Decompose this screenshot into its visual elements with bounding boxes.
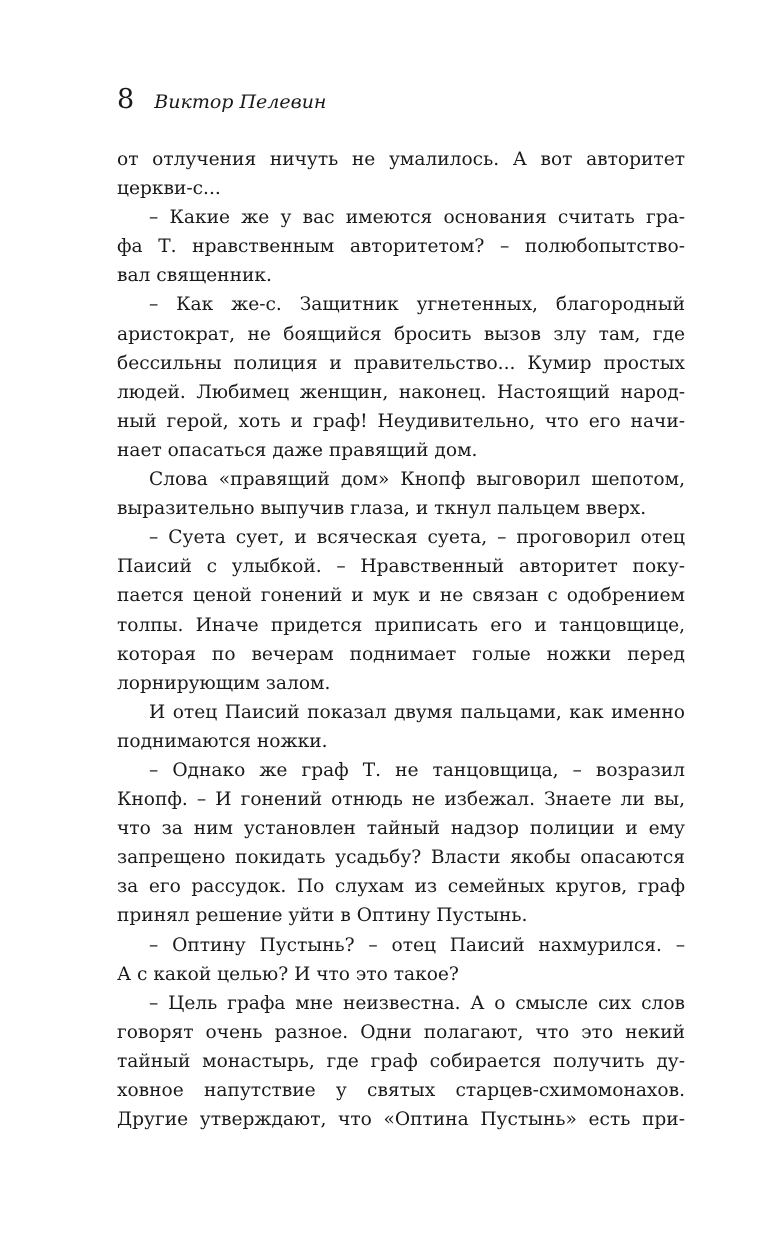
body-text [117,145,685,1134]
text-line: церкви-с... [117,178,221,200]
running-head-author: Виктор Пелевин [154,91,327,113]
text-line: что за ним установлен тайный надзор полиции и ему [117,818,685,840]
text-line: людей. Любимец женщин, наконец. Настоящий народ- [117,381,685,403]
text-line: фа Т. нравственным авторитетом? – полюбопытство- [117,236,685,258]
text-line: Паисий с улыбкой. – Нравственный авторитет поку- [117,556,685,578]
text-line: толпы. Иначе придется приписать его и танцовщице, [117,614,685,636]
text-line: говорят очень разное. Одни полагают, что это некий [117,1021,685,1043]
text-line: – Как же-с. Защитник угнетенных, благородный [149,294,685,316]
text-line: – Суета сует, и всяческая суета, – проговорил отец [149,527,685,549]
text-line: аристократ, не боящийся бросить вызов злу там, где [117,323,685,345]
text-line: – Какие же у вас имеются основания считать гра- [149,207,685,229]
text-line: за его рассудок. По слухам из семейных кругов, граф [117,876,685,898]
text-line: выразительно выпучив глаза, и ткнул пальцем вверх. [117,498,647,520]
text-line: Слова «правящий дом» Кнопф выговорил шепотом, [149,469,685,491]
text-line: – Однако же граф Т. не танцовщица, – возразил [149,759,685,781]
page-number: 8 [117,84,135,115]
text-line: Другие утверждают, что «Оптина Пустынь» есть при- [117,1109,685,1131]
text-line: лорнирующим залом. [117,672,331,694]
text-line: пается ценой гонений и мук и не связан с одобрением [117,585,685,607]
text-line: А с какой целью? И что это такое? [117,963,459,985]
text-line: – Оптину Пустынь? – отец Паисий нахмурился. – [149,934,685,956]
text-line: запрещено покидать усадьбу? Власти якобы опасаются [117,847,685,869]
text-line: Кнопф. – И гонений отнюдь не избежал. Знаете ли вы, [117,789,685,811]
text-line: ный герой, хоть и граф! Неудивительно, что его начи- [117,410,685,432]
page-header [117,84,326,124]
text-line: И отец Паисий показал двумя пальцами, как именно [149,701,685,723]
text-line: нает опасаться даже правящий дом. [117,439,478,461]
text-line: бессильны полиция и правительство... Кумир простых [117,352,685,374]
text-line: ховное напутствие у святых старцев-схимомонахов. [117,1080,685,1101]
text-line: от отлучения ничуть не умалилось. А вот авторитет [117,149,685,170]
text-line: – Цель графа мне неизвестна. А о смысле сих слов [149,992,685,1014]
text-line: тайный монастырь, где граф собирается получить ду- [117,1050,685,1072]
text-line: вал священник. [117,265,272,287]
text-line: поднимаются ножки. [117,730,328,752]
text-line: принял решение уйти в Оптину Пустынь. [117,905,528,927]
text-line: которая по вечерам поднимает голые ножки перед [117,643,685,665]
